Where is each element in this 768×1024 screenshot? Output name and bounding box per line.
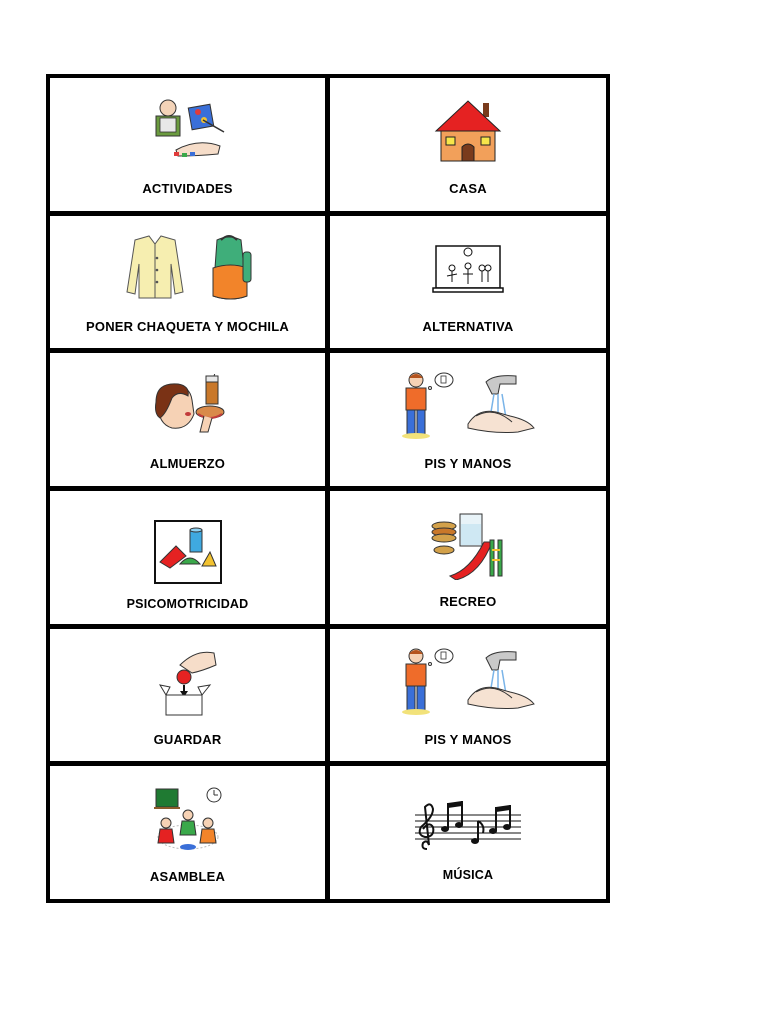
put-away-icon bbox=[156, 647, 220, 717]
card-musica bbox=[330, 766, 606, 899]
card-almuerzo bbox=[50, 353, 325, 486]
card-casa bbox=[330, 78, 606, 211]
card-label: ALTERNATIVA bbox=[422, 318, 514, 334]
recess-icon bbox=[430, 512, 506, 580]
card-label: CASA bbox=[449, 181, 487, 196]
card-label: ALMUERZO bbox=[149, 456, 226, 472]
jacket-backpack-icon bbox=[121, 234, 255, 304]
card-alternativa bbox=[330, 216, 606, 349]
card-psicomotricidad bbox=[50, 491, 325, 624]
psychomotor-blocks-icon bbox=[154, 520, 222, 584]
card-actividades bbox=[50, 78, 325, 211]
card-label: PIS Y MANOS bbox=[424, 731, 512, 747]
house-icon bbox=[433, 97, 503, 165]
card-label: PONER CHAQUETA Y MOCHILA bbox=[86, 318, 289, 334]
card-pis-y-manos bbox=[330, 353, 606, 486]
assembly-icon bbox=[152, 787, 224, 851]
card-label: GUARDAR bbox=[153, 731, 222, 747]
card-label: MÚSICA bbox=[442, 868, 494, 883]
card-label: PSICOMOTRICIDAD bbox=[126, 597, 249, 611]
card-recreo bbox=[330, 491, 606, 624]
lunch-icon bbox=[148, 374, 228, 438]
toilet-handwash-icon bbox=[398, 648, 538, 716]
card-label: ACTIVIDADES bbox=[142, 181, 233, 196]
activities-icon bbox=[148, 98, 228, 164]
card-label: PIS Y MANOS bbox=[424, 456, 512, 472]
card-guardar bbox=[50, 629, 325, 762]
card-label: ASAMBLEA bbox=[149, 869, 226, 885]
toilet-handwash-icon bbox=[398, 372, 538, 440]
pictogram-card-grid bbox=[46, 74, 610, 903]
card-label: RECREO bbox=[439, 594, 497, 609]
music-notes-icon bbox=[413, 795, 523, 855]
card-poner-chaqueta-y-mochila bbox=[50, 216, 325, 349]
card-pis-y-manos bbox=[330, 629, 606, 762]
card-asamblea bbox=[50, 766, 325, 899]
alternative-class-icon bbox=[432, 244, 504, 294]
